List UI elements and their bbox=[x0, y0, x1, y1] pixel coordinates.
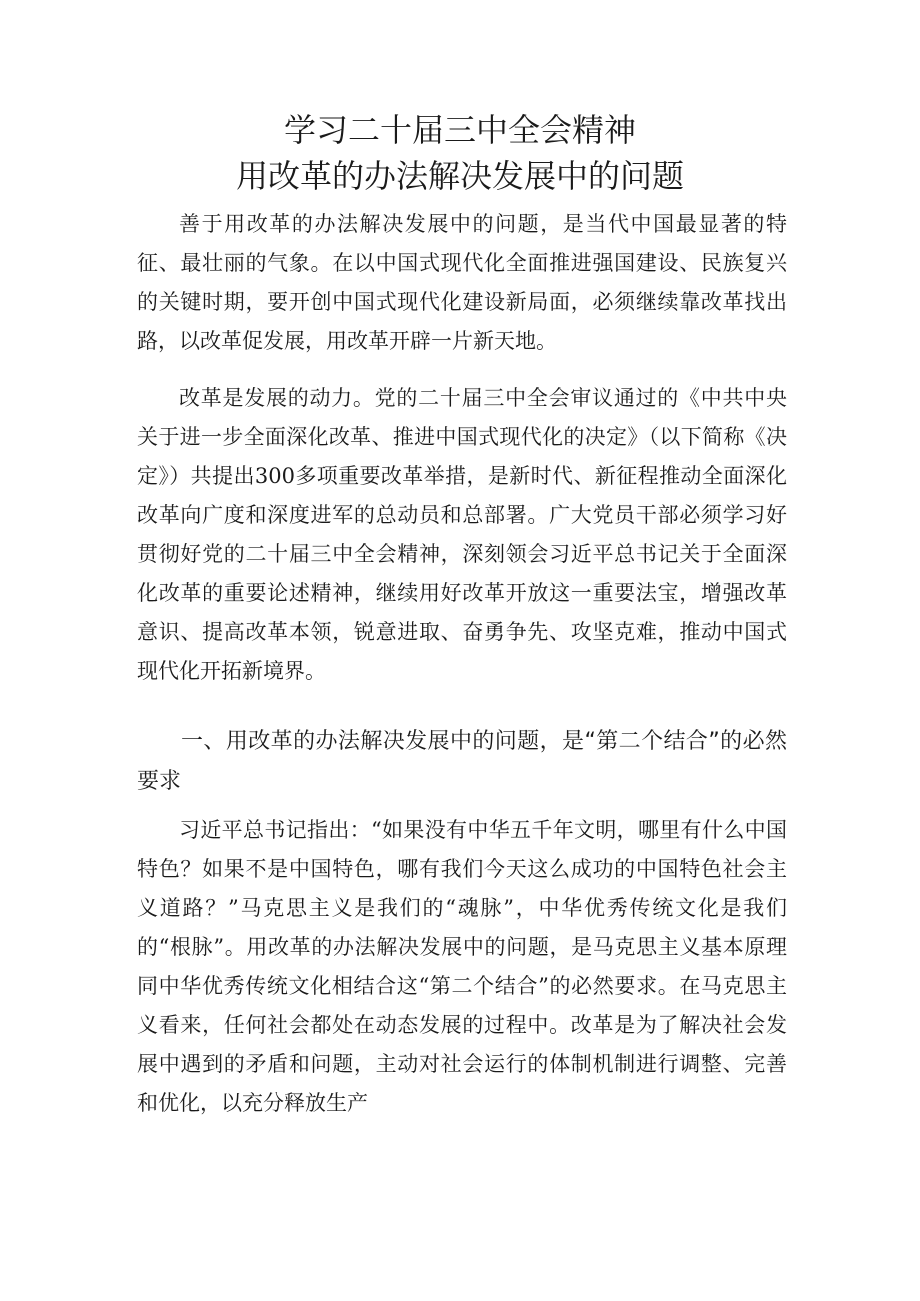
document-title-line-2: 用改革的办法解决发展中的问题 bbox=[235, 157, 684, 195]
document-title-line-1: 学习二十届三中全会精神 bbox=[283, 111, 636, 149]
section-heading-1: 一、用改革的办法解决发展中的问题，是“第二个结合”的必然要求 bbox=[137, 729, 787, 794]
paragraph-reform-driving-force: 改革是发展的动力。党的二十届三中全会审议通过的《中共中央关于进一步全面深化改革、推进中国式现代化的决定》（以下简称《决定》）共提出300多项重要改革举措，是新时代、新征程推动全面深化改革向广度和深度进军的总动员和总部署。广大党员干部必须学习好贯彻好党的二十届三中全会精神，深刻领会习近平总书记关于全面深化改革的重要论述精神，继续用好改革开放这一重要法宝，增强改革意识、提高改革本领，锐意进取、奋勇争先、攻坚克难，推动中国式现代化开拓新境界。 bbox=[137, 386, 787, 683]
paragraph-second-combination: 习近平总书记指出：“如果没有中华五千年文明，哪里有什么中国特色？如果不是中国特色，哪有我们今天这么成功的中国特色社会主义道路？”马克思主义是我们的“魂脉”，中华优秀传统文化是我们的“根脉”。用改革的办法解决发展中的问题，是马克思主义基本原理同中华优秀传统文化相结合这“第二个结合”的必然要求。在马克思主义看来，任何社会都处在动态发展的过程中。改革是为了解决社会发展中遇到的矛盾和问题，主动对社会运行的体制机制进行调整、完善和优化，以充分释放生产 bbox=[137, 818, 787, 1115]
paragraph-intro: 善于用改革的办法解决发展中的问题，是当代中国最显著的特征、最壮丽的气象。在以中国式现代化全面推进强国建设、民族复兴的关键时期，要开创中国式现代化建设新局面，必须继续靠改革找出路，以改革促发展，用改革开辟一片新天地。 bbox=[137, 212, 787, 353]
